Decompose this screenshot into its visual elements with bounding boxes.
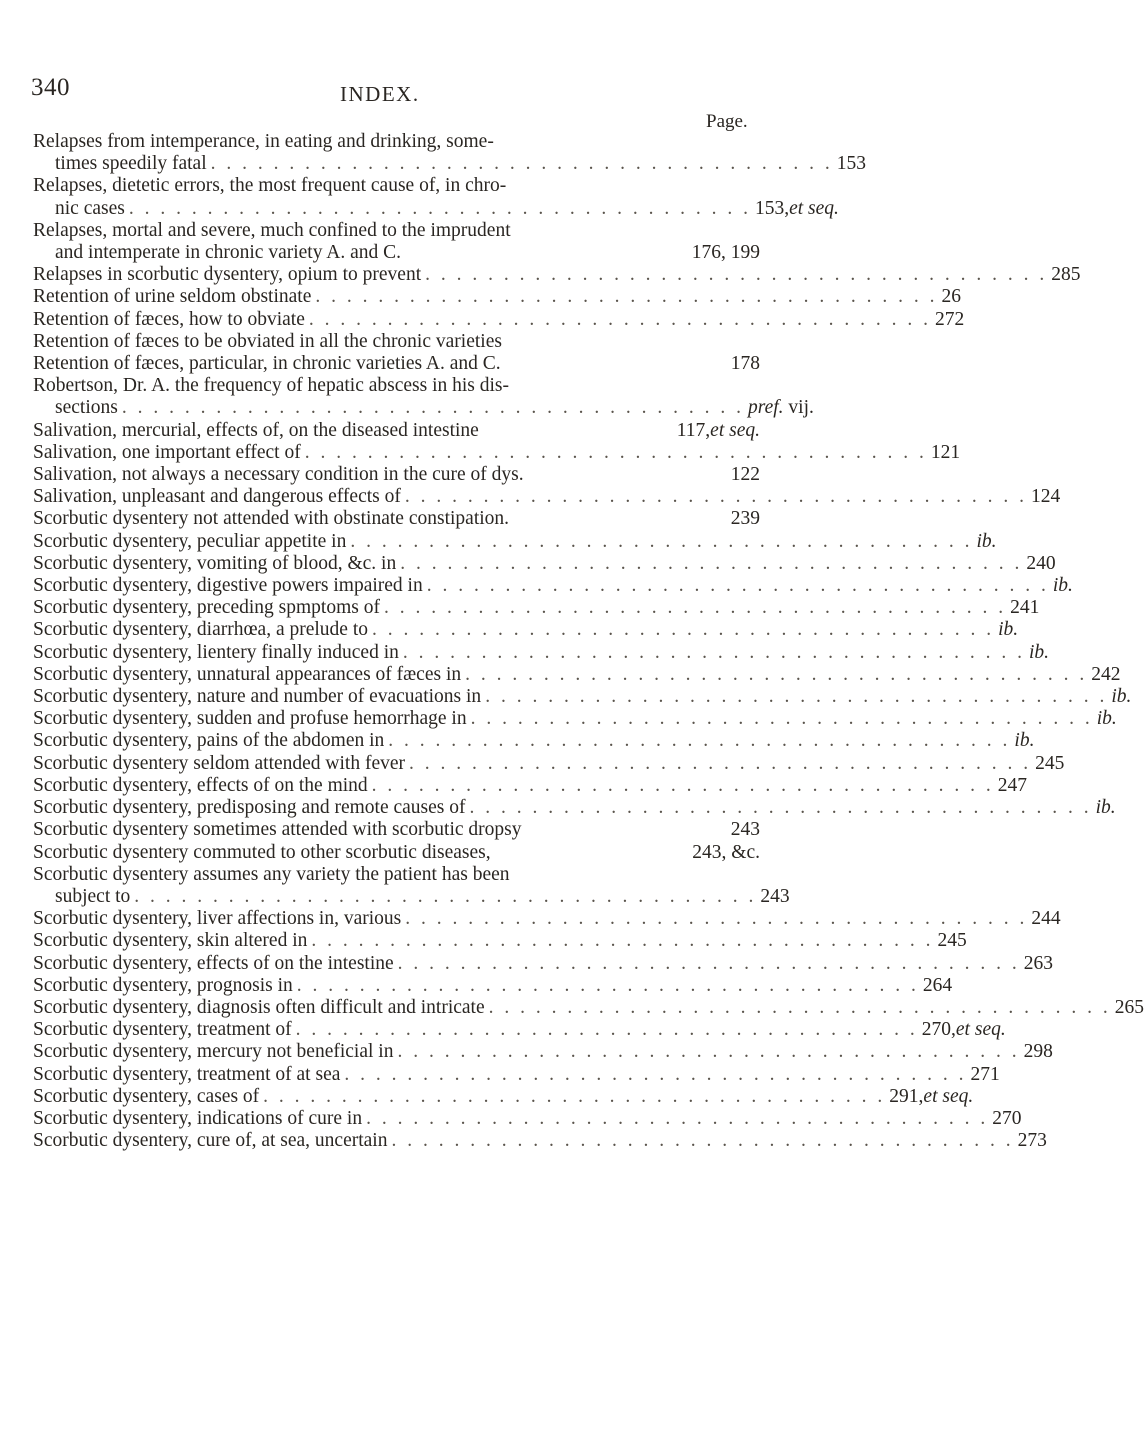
page-reference: [731, 464, 760, 486]
page-value: 243, &c.: [692, 841, 760, 863]
page-reference: [1014, 730, 1034, 752]
entry-text: Scorbutic dysentery commuted to other scorbutic diseases,: [33, 841, 491, 863]
page-suffix: et seq.: [789, 197, 839, 219]
page-reference: [677, 420, 760, 442]
index-entry: [33, 708, 1117, 730]
index-entry: [33, 286, 961, 308]
page-value: vij.: [788, 397, 814, 419]
dot-leader: . . . . . . . . . . . . . . . . . . . . . . . . . . . . . . . . . . . . . . . .: [400, 552, 1023, 574]
page-value: 270,: [921, 1019, 956, 1041]
page-reference: [998, 619, 1018, 641]
entry-text: Retention of fæces, particular, in chronic varieties A. and C.: [33, 353, 501, 375]
index-entry: [33, 552, 1056, 575]
index-entry: [33, 930, 967, 952]
entry-text: Scorbutic dysentery, liver affections in, various: [33, 908, 402, 930]
entry-text: Scorbutic dysentery, indications of cure in: [33, 1107, 363, 1129]
index-entry: [33, 996, 1144, 1019]
page-number: 340: [31, 74, 70, 101]
dot-leader: . . . . . . . . . . . . . . . . . . . . . . . . . . . . . . . . . . . . . . . .: [383, 597, 1007, 619]
entry-heading-row: [33, 730, 1035, 752]
page-value: 265: [1114, 996, 1144, 1018]
page-reference: [1029, 642, 1049, 664]
entry-text: Scorbutic dysentery, vomiting of blood, &c. in: [33, 552, 397, 574]
entry-heading-row: [33, 686, 1132, 708]
entry-heading-row: [33, 930, 967, 952]
page-reference: [1018, 1130, 1047, 1152]
page-value: 273: [1017, 1130, 1047, 1152]
entry-text: Retention of fæces, how to obviate: [33, 308, 305, 330]
entry-heading-row: [33, 1019, 1006, 1041]
dot-leader: . . . . . . . . . . . . . . . . . . . . . . . . . . . . . . . . . . . . . . . .: [296, 974, 919, 996]
dot-leader: . . . . . . . . . . . . . . . . . . . . . . . . . . . . . . . . . . . . . . . .: [350, 530, 973, 552]
entry-text: Scorbutic dysentery, lientery finally induced in: [33, 641, 399, 663]
entry-line: Relapses, dietetic errors, the most frequent cause of, in chro-: [33, 175, 507, 197]
entry-heading-row: [33, 885, 790, 908]
page-value: ib.: [976, 530, 997, 552]
entry-text: subject to: [55, 885, 131, 907]
dot-leader: . . . . . . . . . . . . . . . . . . . . . . . . . . . . . . . . . . . . . . . .: [366, 1107, 989, 1129]
entry-heading-row: [33, 1041, 1053, 1063]
entry-heading-row: [33, 464, 760, 486]
index-entry: [33, 508, 760, 530]
index-entry: [33, 1107, 1022, 1130]
page-value: 178: [730, 353, 760, 375]
dot-leader: . . . . . . . . . . . . . . . . . . . . . . . . . . . . . . . . . . . . . . . .: [485, 686, 1108, 708]
page-reference: [976, 531, 996, 553]
index-entry: [33, 863, 790, 908]
dot-leader: . . . . . . . . . . . . . . . . . . . . . . . . . . . . . . . . . . . . . . . .: [426, 575, 1049, 597]
page-reference: [922, 1019, 1006, 1041]
page-value: 298: [1023, 1041, 1053, 1063]
entry-text: Scorbutic dysentery, diagnosis often difficult and intricate: [33, 996, 485, 1018]
index-entry: [33, 908, 1061, 930]
page-value: 271: [970, 1063, 1000, 1085]
page-value: ib.: [1111, 686, 1132, 708]
index-entry: [33, 464, 760, 486]
page-reference: [1031, 486, 1060, 508]
entry-heading-row: [33, 575, 1073, 597]
entry-text: Relapses in scorbutic dysentery, opium to prevent: [33, 264, 422, 286]
entry-text: Scorbutic dysentery, skin altered in: [33, 930, 308, 952]
entry-text: Scorbutic dysentery, peculiar appetite in: [33, 530, 347, 552]
page-reference: [1024, 1041, 1053, 1063]
entry-line: Scorbutic dysentery assumes any variety the patient has been: [33, 863, 510, 885]
running-header: INDEX.: [340, 82, 420, 106]
entry-text: Scorbutic dysentery, prognosis in: [33, 974, 293, 996]
entry-text: Scorbutic dysentery, nature and number of evacuations in: [33, 686, 482, 708]
page-reference: [731, 508, 760, 530]
entry-heading-row: [33, 264, 1081, 286]
page-suffix: et seq.: [955, 1019, 1006, 1041]
entry-text: Retention of fæces to be obviated in all the chronic varieties: [33, 330, 502, 352]
dot-leader: . . . . . . . . . . . . . . . . . . . . . . . . . . . . . . . . . . . . . . . .: [404, 486, 1027, 508]
entry-heading-row: [33, 1063, 1000, 1086]
page-reference: [935, 309, 964, 331]
page-value: ib.: [1096, 708, 1117, 730]
page-reference: [942, 286, 962, 308]
dot-leader: . . . . . . . . . . . . . . . . . . . . . . . . . . . . . . . . . . . . . . . .: [409, 752, 1032, 774]
entry-heading-row: [33, 1107, 1022, 1130]
page-reference: [931, 442, 960, 464]
page-value: 270: [992, 1107, 1022, 1129]
dot-leader: . . . . . . . . . . . . . . . . . . . . . . . . . . . . . . . . . . . . . . . .: [344, 1063, 967, 1085]
page-column-label: Page.: [706, 111, 748, 132]
page-reference: [1051, 264, 1080, 286]
entry-text: Salivation, unpleasant and dangerous effects of: [33, 486, 401, 508]
page-reference: [760, 886, 789, 908]
entry-heading-row: [33, 819, 760, 841]
index-entry: [33, 220, 760, 264]
page-reference: [731, 353, 760, 375]
dot-leader: . . . . . . . . . . . . . . . . . . . . . . . . . . . . . . . . . . . . . . . .: [304, 441, 927, 463]
page-reference: [1024, 953, 1053, 975]
page-value: ib.: [1095, 797, 1116, 819]
entry-heading-row: [33, 619, 1019, 641]
entry-text: Scorbutic dysentery, pains of the abdomen in: [33, 730, 385, 752]
entry-heading-row: [33, 197, 839, 220]
dot-leader: . . . . . . . . . . . . . . . . . . . . . . . . . . . . . . . . . . . . . . . .: [128, 197, 751, 219]
entry-line: Robertson, Dr. A. the frequency of hepatic abscess in his dis-: [33, 375, 510, 397]
index-entry: [33, 486, 1061, 508]
entry-text: Scorbutic dysentery, predisposing and remote causes of: [33, 797, 466, 819]
page-reference: [692, 242, 760, 264]
page-value: 244: [1031, 908, 1061, 930]
page-reference: [1031, 908, 1060, 930]
entry-heading-row: [33, 1085, 974, 1108]
entry-text: Scorbutic dysentery, cases of: [33, 1085, 260, 1107]
page-reference: [1010, 597, 1039, 619]
entry-heading-row: [33, 486, 1061, 508]
entry-text: Scorbutic dysentery seldom attended with fever: [33, 752, 406, 774]
dot-leader: . . . . . . . . . . . . . . . . . . . . . . . . . . . . . . . . . . . . . . . .: [425, 264, 1048, 286]
entry-heading-row: [33, 153, 866, 175]
entry-text: Scorbutic dysentery, effects of on the intestine: [33, 952, 394, 974]
entry-text: Retention of urine seldom obstinate: [33, 286, 312, 308]
page-value: 285: [1051, 264, 1081, 286]
index-entry: [33, 441, 961, 464]
dot-leader: . . . . . . . . . . . . . . . . . . . . . . . . . . . . . . . . . . . . . . . .: [391, 1130, 1014, 1152]
dot-leader: . . . . . . . . . . . . . . . . . . . . . . . . . . . . . . . . . . . . . . . .: [315, 286, 938, 308]
entry-text: times speedily fatal: [55, 153, 207, 175]
entry-text: Scorbutic dysentery sometimes attended with scorbutic dropsy: [33, 819, 522, 841]
entry-heading-row: [33, 353, 760, 375]
index-entry: [33, 597, 1040, 619]
index-entry: [33, 575, 1073, 597]
page-value: 176, 199: [691, 242, 760, 264]
page-value: 117,: [676, 419, 711, 441]
entry-heading-row: [33, 974, 953, 997]
dot-leader: . . . . . . . . . . . . . . . . . . . . . . . . . . . . . . . . . . . . . . . .: [469, 797, 1092, 819]
page-reference: [998, 775, 1027, 797]
index-entries: [33, 131, 1144, 1152]
page-value: ib.: [1029, 641, 1050, 663]
entry-heading-row: [33, 908, 1061, 930]
page-value: ib.: [998, 619, 1019, 641]
dot-leader: . . . . . . . . . . . . . . . . . . . . . . . . . . . . . . . . . . . . . . . .: [470, 708, 1093, 730]
page-reference: [1035, 753, 1064, 775]
dot-leader: . . . . . . . . . . . . . . . . . . . . . . . . . . . . . . . . . . . . . . . .: [465, 663, 1088, 685]
index-entry: [33, 641, 1050, 664]
page-reference: [1053, 575, 1073, 597]
page-reference: [889, 1086, 973, 1108]
index-entry: [33, 1063, 1000, 1086]
index-entry: [33, 1041, 1053, 1063]
entry-heading-row: [33, 242, 760, 264]
page-value: 264: [922, 974, 953, 996]
dot-leader: . . . . . . . . . . . . . . . . . . . . . . . . . . . . . . . . . . . . . . . .: [263, 1085, 886, 1107]
page-value: 153: [836, 153, 866, 175]
entry-heading-row: [33, 1130, 1047, 1152]
index-entry: [33, 663, 1121, 686]
index-entry: [33, 1085, 974, 1108]
index-entry: [33, 375, 814, 419]
entry-heading-row: [33, 708, 1117, 730]
index-entry: [33, 353, 760, 375]
entry-heading-row: [33, 663, 1121, 686]
page-reference: [1111, 686, 1131, 708]
dot-leader: . . . . . . . . . . . . . . . . . . . . . . . . . . . . . . . . . . . . . . . .: [488, 996, 1111, 1018]
entry-text: Scorbutic dysentery, effects of on the mind: [33, 774, 368, 796]
index-entry: [33, 175, 839, 219]
page-prefix: pref.: [747, 397, 784, 419]
index-entry: [33, 1130, 1047, 1152]
dot-leader: . . . . . . . . . . . . . . . . . . . . . . . . . . . . . . . . . . . . . . . .: [405, 908, 1028, 930]
entry-heading-row: [33, 952, 1054, 975]
dot-leader: . . . . . . . . . . . . . . . . . . . . . . . . . . . . . . . . . . . . . . . .: [372, 619, 995, 641]
index-entry: [33, 308, 965, 331]
entry-text: Scorbutic dysentery, cure of, at sea, uncertain: [33, 1130, 388, 1152]
dot-leader: . . . . . . . . . . . . . . . . . . . . . . . . . . . . . . . . . . . . . . . .: [121, 397, 744, 419]
index-entry: [33, 797, 1116, 819]
dot-leader: . . . . . . . . . . . . . . . . . . . . . . . . . . . . . . . . . . . . . . . .: [134, 885, 757, 907]
dot-leader: . . . . . . . . . . . . . . . . . . . . . . . . . . . . . . . . . . . . . . . .: [371, 774, 994, 796]
index-entry: [33, 752, 1065, 775]
page-reference: [692, 842, 760, 864]
page-value: 241: [1010, 597, 1040, 619]
entry-heading-row: [33, 420, 760, 442]
page-value: 122: [730, 464, 760, 486]
entry-heading-row: [33, 641, 1050, 664]
dot-leader: . . . . . . . . . . . . . . . . . . . . . . . . . . . . . . . . . . . . . . . .: [308, 308, 931, 330]
page-value: 243: [730, 819, 760, 841]
page-value: ib.: [1014, 730, 1035, 752]
page-reference: [938, 930, 967, 952]
entry-text: Scorbutic dysentery, mercury not beneficial in: [33, 1041, 394, 1063]
entry-text: Scorbutic dysentery, preceding spmptoms of: [33, 597, 380, 619]
page-value: 247: [997, 774, 1028, 796]
page-value: 124: [1031, 486, 1061, 508]
entry-heading-row: [33, 996, 1144, 1019]
index-entry: [33, 686, 1132, 708]
entry-text: Scorbutic dysentery, digestive powers impaired in: [33, 575, 423, 597]
entry-heading-row: [33, 752, 1065, 775]
entry-heading-row: [33, 397, 814, 419]
index-entry: [33, 842, 760, 864]
entry-text: Scorbutic dysentery, treatment of at sea: [33, 1063, 341, 1085]
page-value: 121: [930, 441, 961, 463]
entry-heading-row: [33, 308, 965, 331]
entry-heading-row: [33, 797, 1116, 819]
entry-heading-row: [33, 842, 760, 864]
index-entry: [33, 131, 866, 175]
entry-text: Salivation, one important effect of: [33, 441, 301, 463]
page-suffix: et seq.: [710, 419, 760, 441]
dot-leader: . . . . . . . . . . . . . . . . . . . . . . . . . . . . . . . . . . . . . . . .: [397, 952, 1020, 974]
index-entry: [33, 819, 760, 841]
dot-leader: . . . . . . . . . . . . . . . . . . . . . . . . . . . . . . . . . . . . . . . .: [397, 1041, 1020, 1063]
page-reference: [923, 975, 952, 997]
entry-text: Scorbutic dysentery, treatment of: [33, 1019, 292, 1041]
entry-text: nic cases: [55, 197, 125, 219]
entry-heading-row: [33, 331, 760, 353]
page-reference: [1026, 553, 1055, 575]
entry-heading-row: [33, 552, 1056, 575]
entry-heading-row: [33, 597, 1040, 619]
page-reference: [1096, 797, 1116, 819]
index-entry: [33, 952, 1054, 975]
index-entry: [33, 420, 760, 442]
page-reference: [731, 819, 760, 841]
page-value: 245: [1035, 752, 1065, 774]
entry-line: Relapses from intemperance, in eating and drinking, some-: [33, 131, 494, 152]
entry-text: and intemperate in chronic variety A. and C.: [55, 242, 402, 264]
entry-text: Scorbutic dysentery, sudden and profuse hemorrhage in: [33, 708, 467, 730]
index-entry: [33, 1019, 1006, 1041]
entry-line: Relapses, mortal and severe, much confined to the imprudent: [33, 219, 511, 241]
page-reference: [1091, 664, 1120, 686]
page-value: 245: [937, 930, 967, 952]
entry-heading-row: [33, 286, 961, 308]
entry-text: Scorbutic dysentery, unnatural appearances of fæces in: [33, 663, 462, 685]
entry-heading-row: [33, 508, 760, 530]
page-value: 153,: [754, 197, 790, 219]
index-entry: [33, 264, 1081, 286]
page-suffix: et seq.: [923, 1085, 974, 1107]
page-reference: [1115, 997, 1144, 1019]
page-reference: [971, 1064, 1000, 1086]
entry-text: Salivation, mercurial, effects of, on the diseased intestine: [33, 419, 479, 441]
dot-leader: . . . . . . . . . . . . . . . . . . . . . . . . . . . . . . . . . . . . . . . .: [402, 641, 1026, 663]
entry-heading-row: [33, 530, 997, 553]
page-value: 26: [941, 286, 961, 308]
dot-leader: . . . . . . . . . . . . . . . . . . . . . . . . . . . . . . . . . . . . . . . .: [311, 930, 934, 952]
dot-leader: . . . . . . . . . . . . . . . . . . . . . . . . . . . . . . . . . . . . . . . .: [210, 153, 833, 175]
page-reference: [755, 198, 839, 220]
page-value: 272: [934, 308, 965, 330]
index-entry: [33, 974, 953, 997]
page-value: 243: [760, 885, 790, 907]
index-entry: [33, 774, 1028, 797]
dot-leader: . . . . . . . . . . . . . . . . . . . . . . . . . . . . . . . . . . . . . . . .: [388, 730, 1011, 752]
page-value: 240: [1026, 552, 1056, 574]
page-value: 263: [1023, 952, 1054, 974]
entry-text: Salivation, not always a necessary condition in the cure of dys.: [33, 464, 524, 486]
entry-text: sections: [55, 397, 118, 419]
page-reference: [837, 153, 866, 175]
entry-heading-row: [33, 441, 961, 464]
page-reference: [748, 397, 814, 419]
index-entry: [33, 331, 760, 353]
index-entry: [33, 530, 997, 553]
page-reference: [1097, 708, 1117, 730]
page-value: 242: [1091, 663, 1121, 685]
page-value: ib.: [1052, 575, 1073, 597]
page-value: 239: [730, 508, 760, 530]
dot-leader: . . . . . . . . . . . . . . . . . . . . . . . . . . . . . . . . . . . . . . . .: [295, 1019, 918, 1041]
index-entry: [33, 730, 1035, 752]
page-reference: [992, 1108, 1021, 1130]
index-entry: [33, 619, 1019, 641]
page-value: 291,: [889, 1085, 924, 1107]
entry-heading-row: [33, 774, 1028, 797]
entry-text: Scorbutic dysentery, diarrhœa, a prelude to: [33, 619, 368, 641]
entry-text: Scorbutic dysentery not attended with obstinate constipation.: [33, 508, 510, 530]
